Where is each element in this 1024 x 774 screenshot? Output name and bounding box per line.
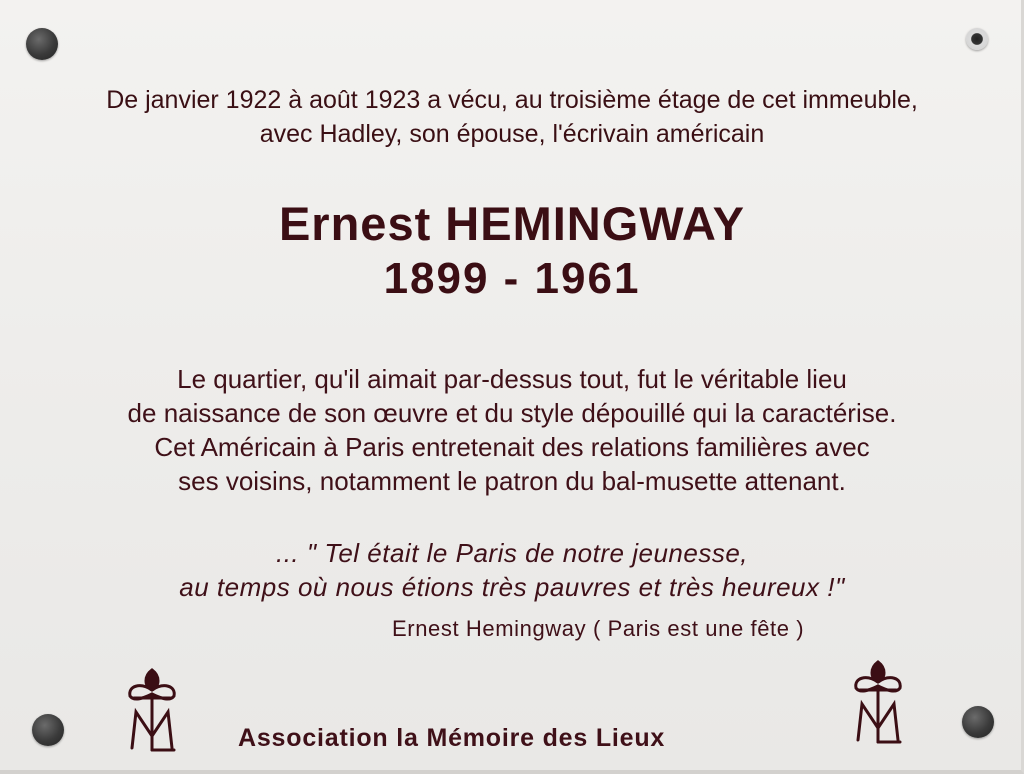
body-line-4: ses voisins, notamment le patron du bal-musette attenant. [178,466,846,496]
quote-attribution: Ernest Hemingway ( Paris est une fête ) [392,616,805,641]
person-name: Ernest HEMINGWAY [278,197,746,250]
screw-top-left [26,28,58,60]
fleur-de-lis-icon [122,666,182,756]
screw-hole-top-right [966,28,988,50]
association-name: Association la Mémoire des Lieux [238,724,666,752]
screw-bottom-right [962,706,994,738]
body-line-2: de naissance de son œuvre et du style dépouillé qui la caractérise. [127,398,897,428]
fleur-de-lis-icon [848,658,908,748]
body-line-1: Le quartier, qu'il aimait par-dessus tout, fut le véritable lieu [177,364,847,394]
fleur-de-lis-logo-right [848,658,908,748]
intro-line-2: avec Hadley, son épouse, l'écrivain américain [259,120,765,148]
fleur-de-lis-logo-left [122,666,182,756]
life-years: 1899 - 1961 [383,254,641,303]
screw-bottom-left [32,714,64,746]
quote-line-1: ... " Tel était le Paris de notre jeunesse, [275,538,749,568]
body-line-3: Cet Américain à Paris entretenait des relations familières avec [154,432,870,462]
quote-line-2: au temps où nous étions très pauvres et très heureux !" [179,572,845,602]
intro-line-1: De janvier 1922 à août 1923 a vécu, au troisième étage de cet immeuble, [106,86,918,114]
